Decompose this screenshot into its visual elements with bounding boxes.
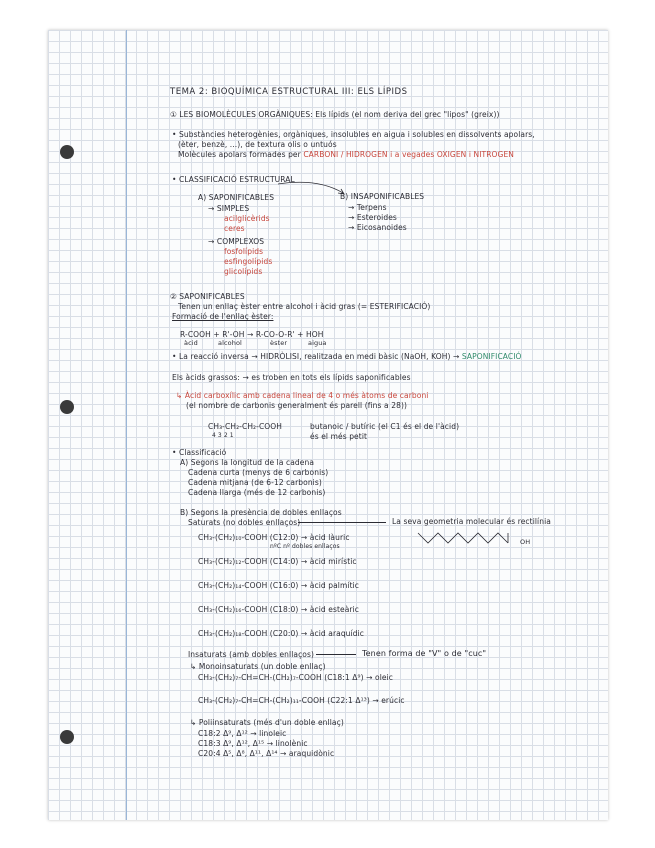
zigzag-chain [416, 527, 526, 549]
highlight-text: CARBONI / HIDROGEN i a vegades OXIGEN i NITROGEN [303, 150, 515, 159]
saturated-row: CH₃-(CH₂)₁₂-COOH (C14:0) → àcid mirístic [198, 557, 357, 566]
butanoic-note: és el més petit [310, 432, 368, 441]
punch-hole [60, 730, 74, 744]
reaction-label: èster [270, 339, 288, 347]
notebook-page [48, 30, 608, 820]
arrow [298, 522, 386, 523]
highlight-text: SAPONIFICACIÓ [461, 352, 522, 361]
class-item: fosfolípids [224, 247, 264, 256]
margin-line [126, 30, 127, 820]
class-item: → Terpens [348, 203, 387, 212]
mono-row: CH₃-(CH₂)₇-CH=CH-(CH₂)₁₁-COOH (C22:1 Δ¹³) → erúcic [198, 696, 405, 705]
unsaturated-label: Insaturats (amb dobles enllaços) [188, 650, 315, 659]
butanoic-note: butanoic / butíric (el C1 és el de l'àcid) [310, 422, 460, 431]
chain-length: Cadena mitjana (de 6-12 carbonis) [188, 478, 322, 487]
reaction-label: àcid [184, 339, 198, 347]
page-title: TEMA 2: BIOQUÍMICA ESTRUCTURAL III: ELS LÍPIDS [170, 87, 408, 97]
class-item: esfingolípids [224, 257, 273, 266]
reaction-label: alcohol [218, 339, 242, 347]
class-item: → Eicosanoides [348, 223, 407, 232]
section-2-heading: ② SAPONIFICABLES [170, 292, 245, 301]
poly-row: C20:4 Δ⁵, Δ⁸, Δ¹¹, Δ¹⁴ → araquidònic [198, 749, 335, 758]
fatty-definition: ↳ Àcid carboxílic amb cadena lineal de 4 o més àtoms de carboni [176, 391, 429, 400]
section-1-heading: ① LES BIOMOLÈCULES ORGÀNIQUES: Els lípids (el nom deriva del grec "lipos" (greix)) [170, 110, 500, 119]
text-line: • La reacció inversa → HIDRÒLISI, realitzada en medi bàsic (NaOH, KOH) → SAPONIFICACIÓ [172, 352, 522, 361]
poly-row: C18:2 Δ⁹, Δ¹² → linoleic [198, 729, 287, 738]
chain-length: Cadena llarga (més de 12 carbonis) [188, 488, 326, 497]
mono-label: ↳ Monoinsaturats (un doble enllaç) [190, 662, 326, 671]
poly-row: C18:3 Δ⁹, Δ¹², Δ¹⁵ → linolènic [198, 739, 308, 748]
text-line: Tenen un enllaç èster entre alcohol i àcid gras (= ESTERIFICACIÓ) [178, 302, 431, 311]
bullet-line: (èter, benzè, ...), de textura olis o untuós [178, 140, 337, 149]
branch-arrow [278, 178, 348, 198]
text-line: Formació de l'enllaç èster: [172, 312, 274, 321]
chain-length: Cadena curta (menys de 6 carbonis) [188, 468, 329, 477]
saturated-row: CH₃-(CH₂)₁₈-COOH (C20:0) → àcid araquídic [198, 629, 364, 638]
butanoic-formula: CH₃-CH₂-CH₂-COOH [208, 422, 283, 431]
bullet-line: Molècules apolars formades per CARBONI / HIDROGEN i a vegades OXIGEN i NITROGEN [178, 150, 515, 159]
class-a-simple: → SIMPLES [208, 204, 250, 213]
class2-a: A) Segons la longitud de la cadena [180, 458, 315, 467]
poly-label: ↳ Poliinsaturats (més d'un doble enllaç) [190, 718, 344, 727]
class-item: ceres [224, 224, 245, 233]
fatty-acids-line: Els àcids grassos: → es troben en tots els lípids saponificables [172, 373, 411, 382]
classification-2-label: • Classificació [172, 448, 227, 457]
bullet-line: • Substàncies heterogènies, orgàniques, insolubles en aigua i solubles en dissolvents apolars, [172, 130, 535, 139]
class-b: B) INSAPONIFICABLES [340, 192, 425, 201]
class-a: A) SAPONIFICABLES [198, 193, 275, 202]
arrow [316, 654, 356, 655]
oh-label: OH [520, 538, 531, 546]
carbon-numbers: 4 3 2 1 [212, 432, 234, 439]
row-subnote: nºC nº dobles enllaços [270, 543, 340, 550]
classification-label: • CLASSIFICACIÓ ESTRUCTURAL [172, 175, 295, 184]
class-a-complex: → COMPLEXOS [208, 237, 265, 246]
class-item: → Esteroides [348, 213, 397, 222]
saturated-row: CH₃-(CH₂)₁₄-COOH (C16:0) → àcid palmític [198, 581, 360, 590]
fatty-definition: (el nombre de carbonis generalment és parell (fins a 28)) [186, 401, 407, 410]
saturated-label: Saturats (no dobles enllaços) [188, 518, 301, 527]
saturated-row: CH₃-(CH₂)₁₆-COOH (C18:0) → àcid esteàric [198, 605, 360, 614]
mono-row: CH₃-(CH₂)₇-CH=CH-(CH₂)₇-COOH (C18:1 Δ⁹) → oleic [198, 673, 393, 682]
class2-b: B) Segons la presència de dobles enllaços [180, 508, 342, 517]
saturated-note: La seva geometria molecular és rectilínia [392, 517, 551, 526]
punch-hole [60, 400, 74, 414]
saturated-row: CH₃-(CH₂)₁₀-COOH (C12:0) → àcid làuric [198, 533, 350, 542]
class-item: acilglicèrids [224, 214, 270, 223]
class-item: glicolípids [224, 267, 263, 276]
ester-reaction: R-COOH + R'-OH → R-CO-O-R' + HOH [180, 330, 324, 339]
reaction-label: aigua [308, 339, 327, 347]
punch-hole [60, 145, 74, 159]
unsaturated-note: Tenen forma de "V" o de "cuc" [362, 649, 487, 658]
